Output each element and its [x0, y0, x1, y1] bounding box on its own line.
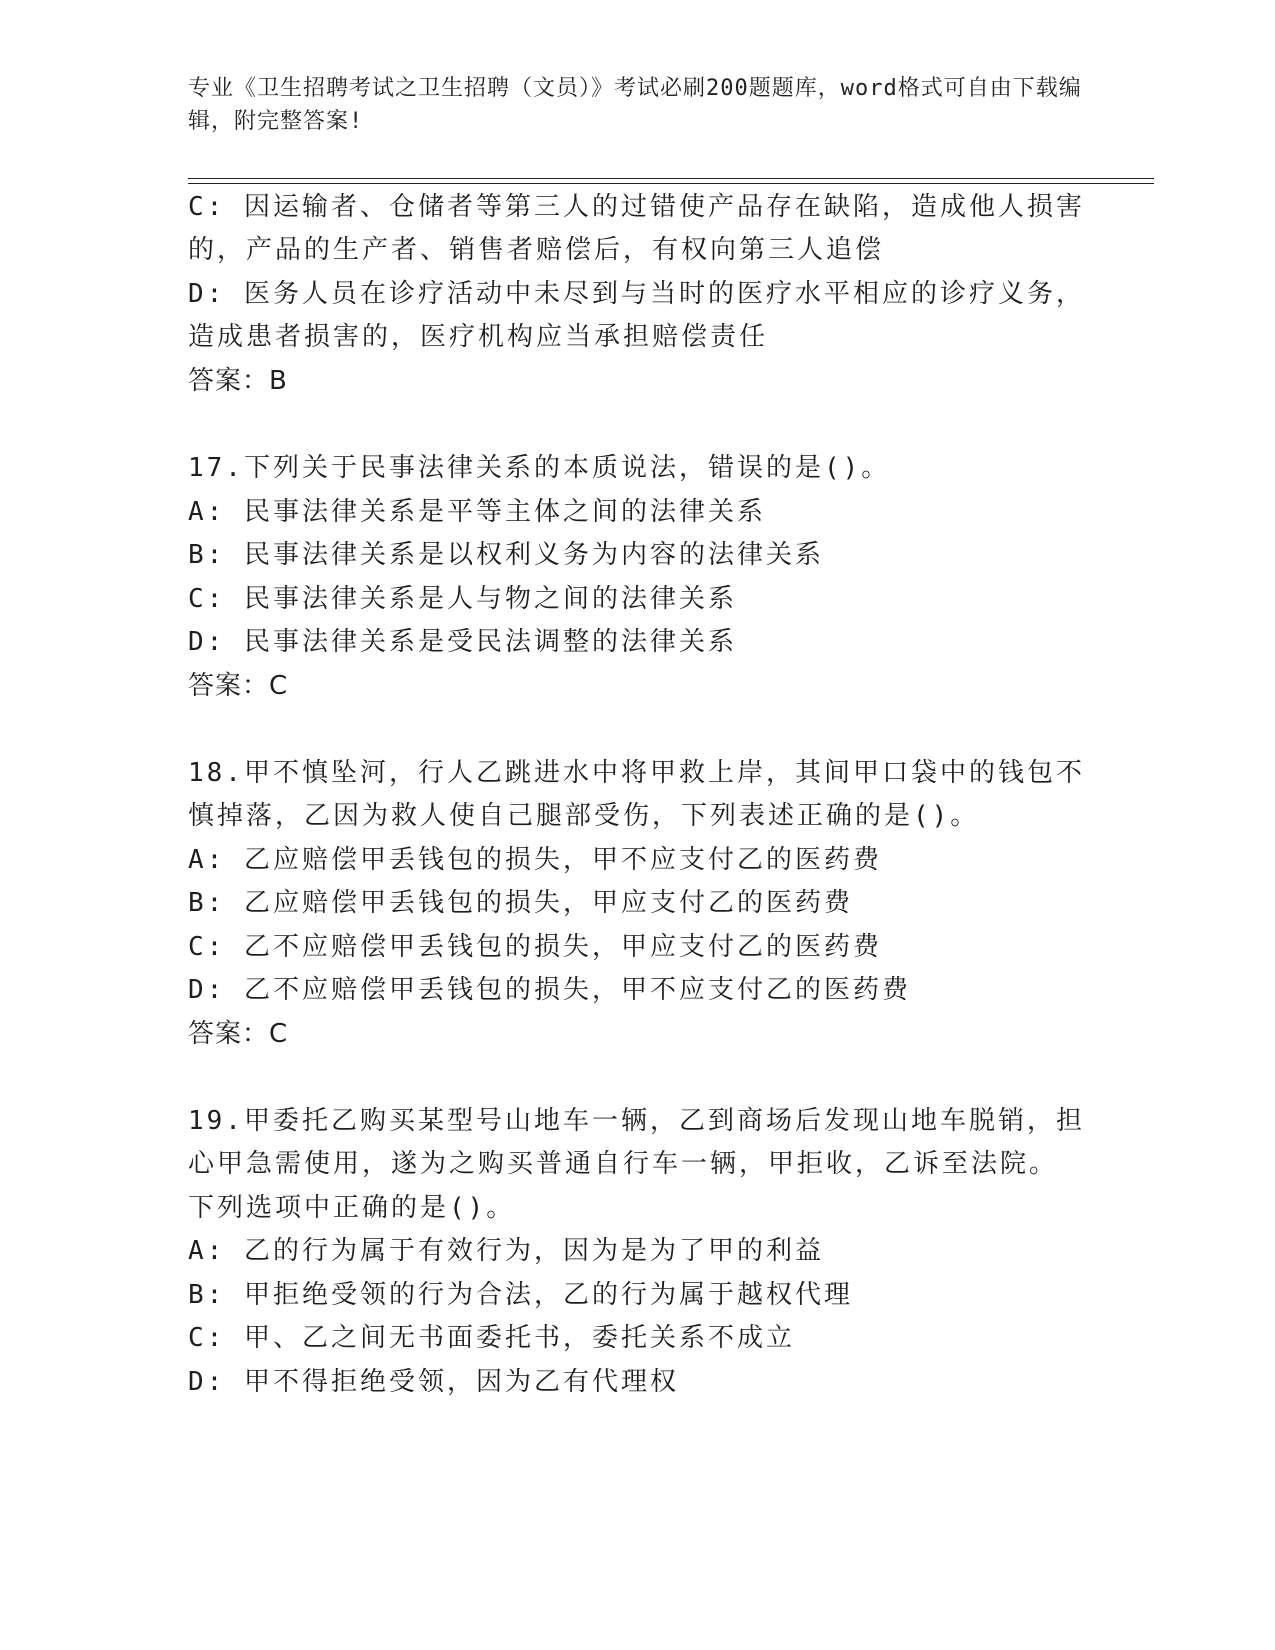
document-header: 专业《卫生招聘考试之卫生招聘（文员）》考试必刷200题题库，word格式可自由下载编辑，附完整答案! — [188, 76, 1082, 134]
q17-option-c: C: 民事法律关系是人与物之间的法律关系 — [188, 584, 737, 614]
q17-option-d: D: 民事法律关系是受民法调整的法律关系 — [188, 627, 737, 657]
q19-stem-line3: 下列选项中正确的是()。 — [188, 1193, 516, 1223]
header-rule-top — [188, 178, 1154, 179]
q18-option-c: C: 乙不应赔偿甲丢钱包的损失，甲应支付乙的医药费 — [188, 932, 882, 962]
q17-stem: 17.下列关于民事法律关系的本质说法，错误的是()。 — [188, 453, 891, 483]
q19-option-d: D: 甲不得拒绝受领，因为乙有代理权 — [188, 1367, 679, 1397]
q17-answer: 答案：C — [188, 671, 289, 701]
q16-answer: 答案：B — [188, 366, 288, 396]
q17-option-b: B: 民事法律关系是以权利义务为内容的法律关系 — [188, 540, 824, 570]
q16-option-d-line2: 造成患者损害的，医疗机构应当承担赔偿责任 — [188, 322, 769, 352]
q19-option-a: A: 乙的行为属于有效行为，因为是为了甲的利益 — [188, 1236, 824, 1266]
q17-option-a: A: 民事法律关系是平等主体之间的法律关系 — [188, 497, 766, 527]
q18-stem-line1: 18.甲不慎坠河，行人乙跳进水中将甲救上岸，其间甲口袋中的钱包不 — [188, 758, 1085, 788]
q16-option-c-line1: C: 因运输者、仓储者等第三人的过错使产品存在缺陷，造成他人损害 — [188, 192, 1085, 222]
q19-option-c: C: 甲、乙之间无书面委托书，委托关系不成立 — [188, 1323, 795, 1353]
q18-option-a: A: 乙应赔偿甲丢钱包的损失，甲不应支付乙的医药费 — [188, 845, 882, 875]
q19-option-b: B: 甲拒绝受领的行为合法，乙的行为属于越权代理 — [188, 1280, 853, 1310]
q19-stem-line1: 19.甲委托乙购买某型号山地车一辆，乙到商场后发现山地车脱销，担 — [188, 1106, 1085, 1136]
q18-answer: 答案：C — [188, 1019, 289, 1049]
q18-option-d: D: 乙不应赔偿甲丢钱包的损失，甲不应支付乙的医药费 — [188, 975, 911, 1005]
q18-stem-line2: 慎掉落，乙因为救人使自己腿部受伤，下列表述正确的是()。 — [188, 801, 980, 831]
q19-stem-line2: 心甲急需使用，遂为之购买普通自行车一辆，甲拒收，乙诉至法院。 — [188, 1149, 1059, 1179]
q16-option-c-line2: 的，产品的生产者、销售者赔偿后，有权向第三人追偿 — [188, 235, 885, 265]
q18-option-b: B: 乙应赔偿甲丢钱包的损失，甲应支付乙的医药费 — [188, 888, 853, 918]
header-rule-bottom — [188, 183, 1154, 184]
q16-option-d-line1: D: 医务人员在诊疗活动中未尽到与当时的医疗水平相应的诊疗义务， — [188, 279, 1085, 309]
